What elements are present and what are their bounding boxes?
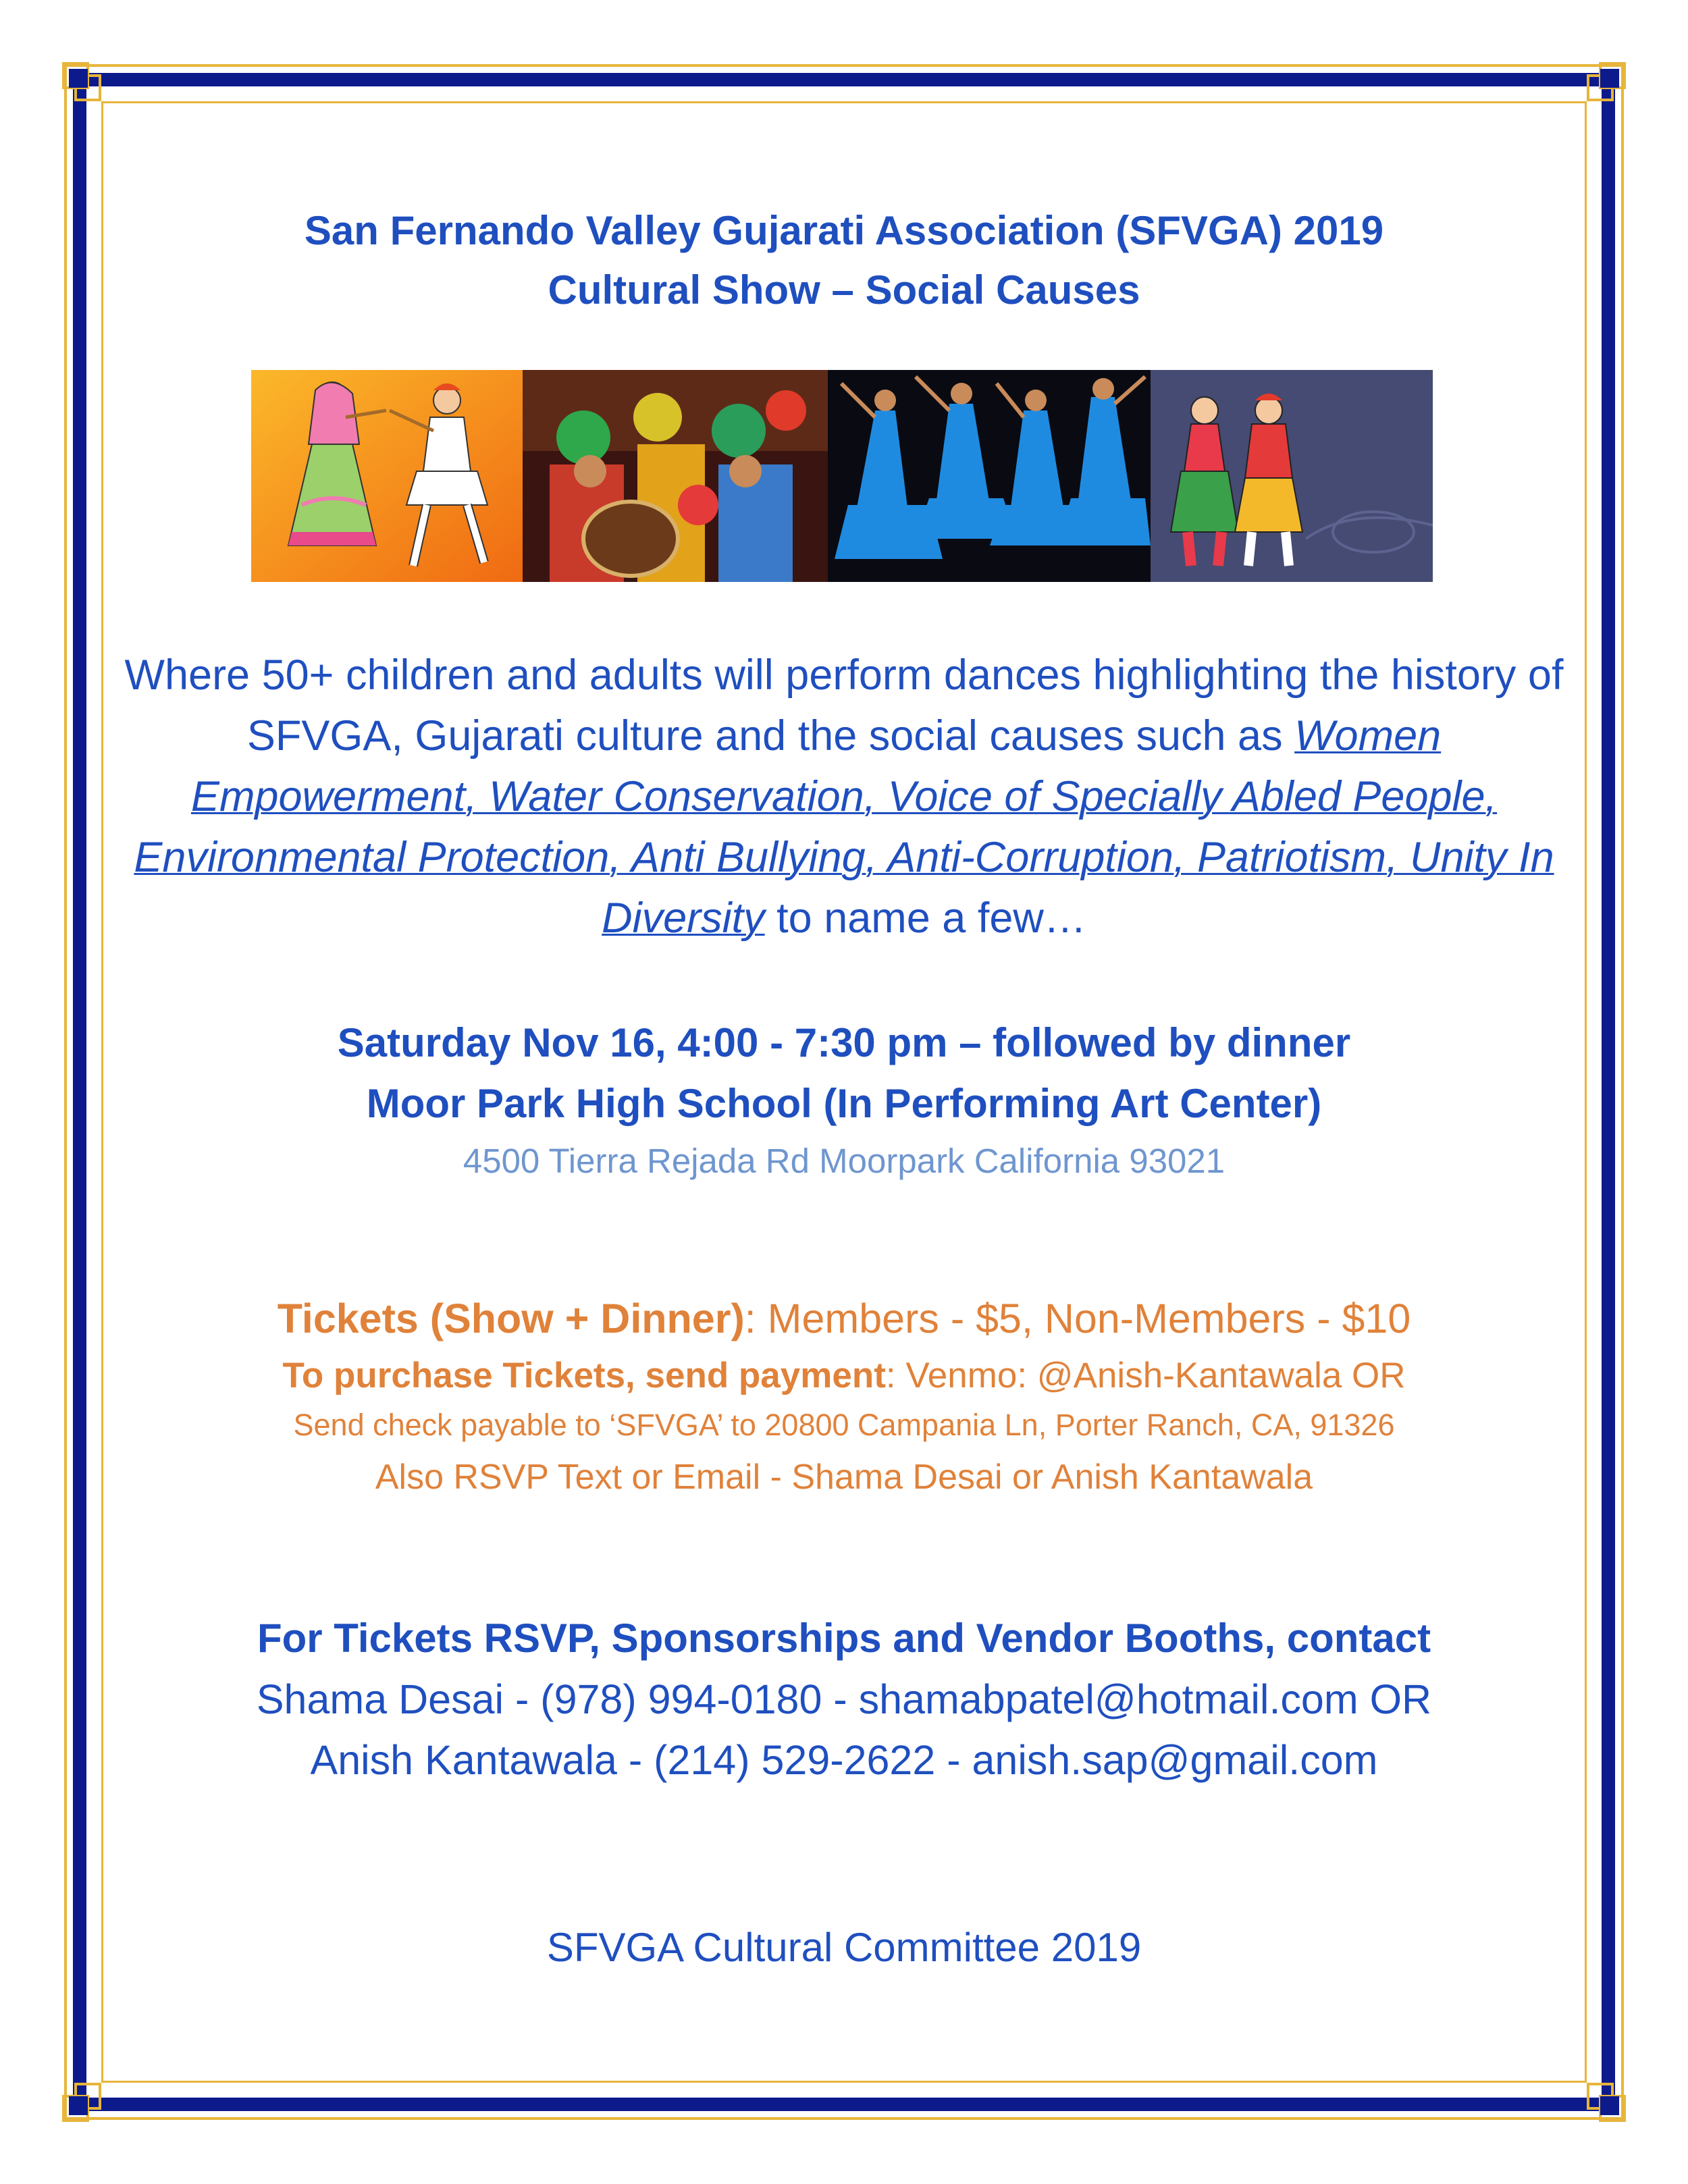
classical-dancers-blue-photo	[828, 370, 1151, 582]
rsvp-info: Also RSVP Text or Email - Shama Desai or Anish Kantawala	[375, 1458, 1313, 1497]
description-intro: Where 50+ children and adults will perform dances highlighting the history of SFVGA, Gujarati culture and the social causes such as	[124, 651, 1564, 760]
purchase-label: To purchase Tickets, send payment	[282, 1356, 886, 1395]
check-payment-info: Send check payable to ‘SFVGA’ to 20800 Campania Ln, Porter Ranch, CA, 91326	[293, 1408, 1395, 1442]
contact-anish-kantawala: Anish Kantawala - (214) 529-2622 - anish.sap@gmail.com	[310, 1737, 1378, 1783]
event-address: 4500 Tierra Rejada Rd Moorpark California 93021	[463, 1142, 1225, 1180]
event-description	[122, 645, 1566, 949]
event-title: San Fernando Valley Gujarati Association (SFVGA) 2019	[304, 208, 1384, 253]
social-causes-link[interactable]: Women Empowerment, Water Conservation, Voice of Specially Abled People, Environmental Protection, Anti Bullying, Anti-Corruption, Patriotism, Unity In Diversity	[134, 712, 1554, 942]
contact-heading: For Tickets RSVP, Sponsorships and Vendor Booths, contact	[257, 1616, 1431, 1661]
tickets-prices-text: : Members - $5, Non-Members - $10	[744, 1296, 1411, 1341]
purchase-value: : Venmo: @Anish-Kantawala OR	[885, 1356, 1406, 1395]
corner-ornament-top-left	[62, 62, 103, 103]
bhangra-dancers-photo	[523, 370, 828, 582]
garba-dancers-illustration	[251, 370, 523, 582]
corner-ornament-bottom-left	[62, 2081, 103, 2122]
footer-committee: SFVGA Cultural Committee 2019	[546, 1925, 1142, 1970]
event-venue: Moor Park High School (In Performing Art Center)	[366, 1081, 1322, 1126]
event-date-time: Saturday Nov 16, 4:00 - 7:30 pm – followed by dinner	[337, 1020, 1351, 1065]
tickets-label: Tickets (Show + Dinner)	[277, 1296, 745, 1341]
contact-shama-desai: Shama Desai - (978) 994-0180 - shamabpatel@hotmail.com OR	[256, 1676, 1432, 1722]
corner-ornament-top-right	[1585, 62, 1626, 103]
description-outro: to name a few…	[764, 895, 1086, 942]
event-subtitle: Cultural Show – Social Causes	[548, 267, 1140, 313]
ticket-prices	[122, 1288, 1566, 1349]
ticket-purchase	[122, 1349, 1566, 1403]
folk-couple-illustration	[1151, 370, 1433, 582]
corner-ornament-bottom-right	[1585, 2081, 1626, 2122]
